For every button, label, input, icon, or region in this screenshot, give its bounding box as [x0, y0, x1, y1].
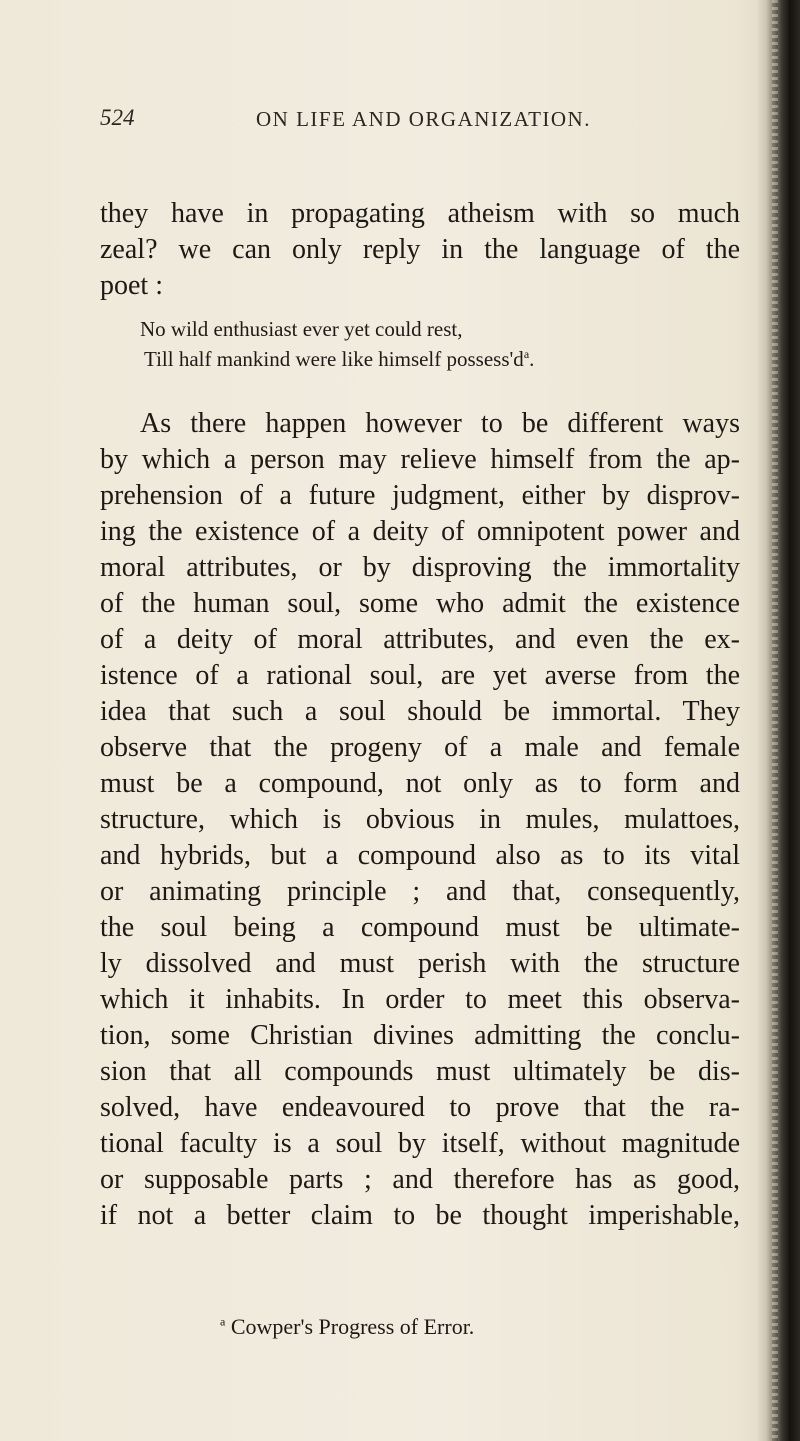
book-page-edge [756, 0, 800, 1441]
text-line: by which a person may relieve himself from the ap- [100, 444, 740, 475]
text-line: they have in propagating atheism with so much [100, 198, 740, 229]
text-line: must be a compound, not only as to form and [100, 768, 740, 799]
text-line: the soul being a compound must be ultimate- [100, 912, 740, 943]
verse-end-period: . [529, 347, 535, 371]
verse-line: No wild enthusiast ever yet could rest, [140, 317, 463, 341]
verse-line-text: Till half mankind were like himself possess'd [144, 347, 524, 371]
main-paragraph [100, 406, 740, 1234]
text-line: observe that the progeny of a male and female [100, 732, 740, 763]
text-line: tion, some Christian divines admitting the conclu- [100, 1020, 740, 1051]
footnote [220, 1314, 474, 1340]
opening-paragraph [100, 196, 740, 304]
text-line: if not a better claim to be thought imperishable, [100, 1200, 740, 1231]
text-line: idea that such a soul should be immortal. They [100, 696, 740, 727]
text-line: istence of a rational soul, are yet averse from the [100, 660, 740, 691]
text-line: zeal? we can only reply in the language of the [100, 234, 740, 265]
text-line: and hybrids, but a compound also as to its vital [100, 840, 740, 871]
text-line: structure, which is obvious in mules, mulattoes, [100, 804, 740, 835]
text-line: or animating principle ; and that, consequently, [100, 876, 740, 907]
text-line: sion that all compounds must ultimately be dis- [100, 1056, 740, 1087]
footnote-reference: a [523, 347, 530, 361]
page-header [100, 100, 760, 140]
text-line: ly dissolved and must perish with the structure [100, 948, 740, 979]
footnote-mark: a [220, 1314, 226, 1329]
text-line: of a deity of moral attributes, and even the ex- [100, 624, 740, 655]
running-head: ON LIFE AND ORGANIZATION. [256, 107, 591, 131]
verse-quotation [140, 314, 740, 374]
text-line: solved, have endeavoured to prove that the ra- [100, 1092, 740, 1123]
text-line: As there happen however to be different ways [140, 408, 740, 439]
text-line: which it inhabits. In order to meet this observa- [100, 984, 740, 1015]
text-line: of the human soul, some who admit the existence [100, 588, 740, 619]
text-line: poet : [100, 270, 163, 301]
text-line: moral attributes, or by disproving the immortality [100, 552, 740, 583]
text-line: tional faculty is a soul by itself, without magnitude [100, 1128, 740, 1159]
verse-line-with-note [140, 344, 740, 374]
text-line: prehension of a future judgment, either by disprov- [100, 480, 740, 511]
text-line: ing the existence of a deity of omnipotent power and [100, 516, 740, 547]
footnote-text: Cowper's Progress of Error. [230, 1314, 475, 1339]
text-line: or supposable parts ; and therefore has as good, [100, 1164, 740, 1195]
page-number: 524 [100, 105, 135, 130]
